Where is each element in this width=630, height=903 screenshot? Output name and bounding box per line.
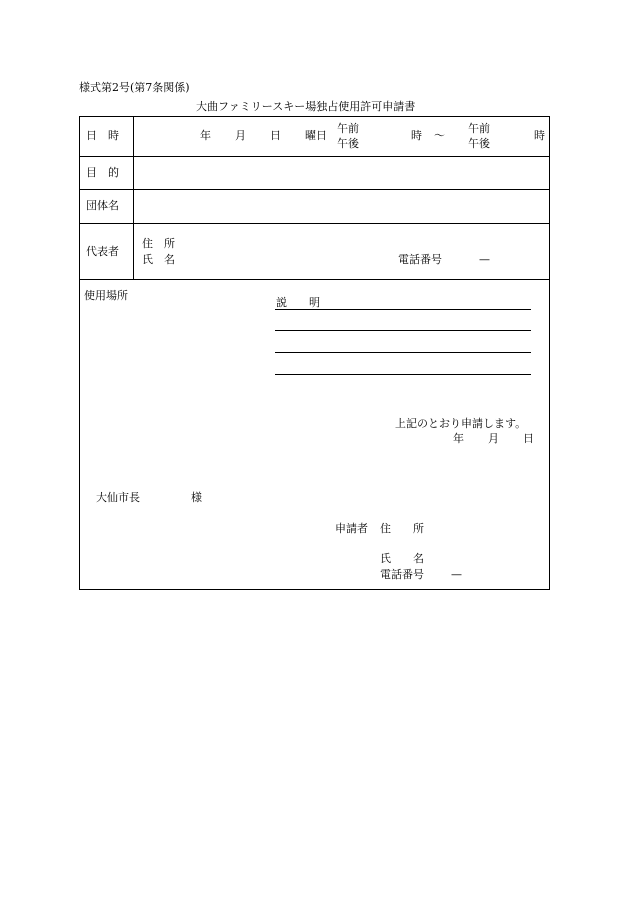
datetime-label: 日 時 (86, 129, 119, 142)
applicant-address-label: 住 所 (380, 522, 424, 535)
application-date-day: 日 (523, 432, 534, 445)
group-name-field[interactable] (134, 190, 549, 223)
application-date-month: 月 (488, 432, 499, 445)
datetime-am: 午前 (337, 122, 359, 135)
form-title: 大曲ファミリースキー場独占使用許可申請書 (196, 100, 416, 113)
row-divider (79, 279, 550, 280)
group-name-label: 団体名 (86, 199, 119, 212)
datetime-weekday: 曜日 (305, 129, 327, 142)
datetime-hour-end: 時 (534, 129, 545, 142)
location-label: 使用場所 (84, 289, 128, 302)
datetime-tilde: 〜 (434, 129, 445, 142)
declaration-text: 上記のとおり申請します。 (395, 417, 527, 430)
datetime-year: 年 (200, 129, 211, 142)
datetime-day: 日 (270, 129, 281, 142)
representative-phone-dash: — (479, 253, 490, 266)
datetime-hour: 時 (411, 129, 422, 142)
form-number: 様式第2号(第7条関係) (79, 81, 190, 94)
explanation-line-4[interactable] (275, 374, 531, 375)
datetime-am-end: 午前 (468, 122, 490, 135)
applicant-phone-dash: — (451, 568, 462, 581)
datetime-pm-end: 午後 (468, 137, 490, 150)
datetime-month: 月 (235, 129, 246, 142)
representative-phone-label: 電話番号 (398, 253, 442, 266)
purpose-label: 目 的 (86, 166, 119, 179)
representative-address-label: 住 所 (142, 237, 175, 250)
explanation-line-1[interactable] (275, 309, 531, 310)
representative-label: 代表者 (86, 245, 119, 258)
purpose-field[interactable] (134, 157, 549, 189)
addressee-honorific: 様 (191, 491, 202, 504)
applicant-name-label: 氏 名 (380, 552, 424, 565)
application-date-year: 年 (453, 432, 464, 445)
explanation-line-2[interactable] (275, 330, 531, 331)
explanation-line-3[interactable] (275, 352, 531, 353)
explanation-label: 説 明 (276, 296, 320, 309)
applicant-label: 申請者 (335, 522, 368, 535)
datetime-pm: 午後 (337, 137, 359, 150)
addressee-mayor: 大仙市長 (96, 491, 140, 504)
row-divider (79, 223, 550, 224)
applicant-phone-label: 電話番号 (380, 568, 424, 581)
representative-name-label: 氏 名 (142, 253, 175, 266)
